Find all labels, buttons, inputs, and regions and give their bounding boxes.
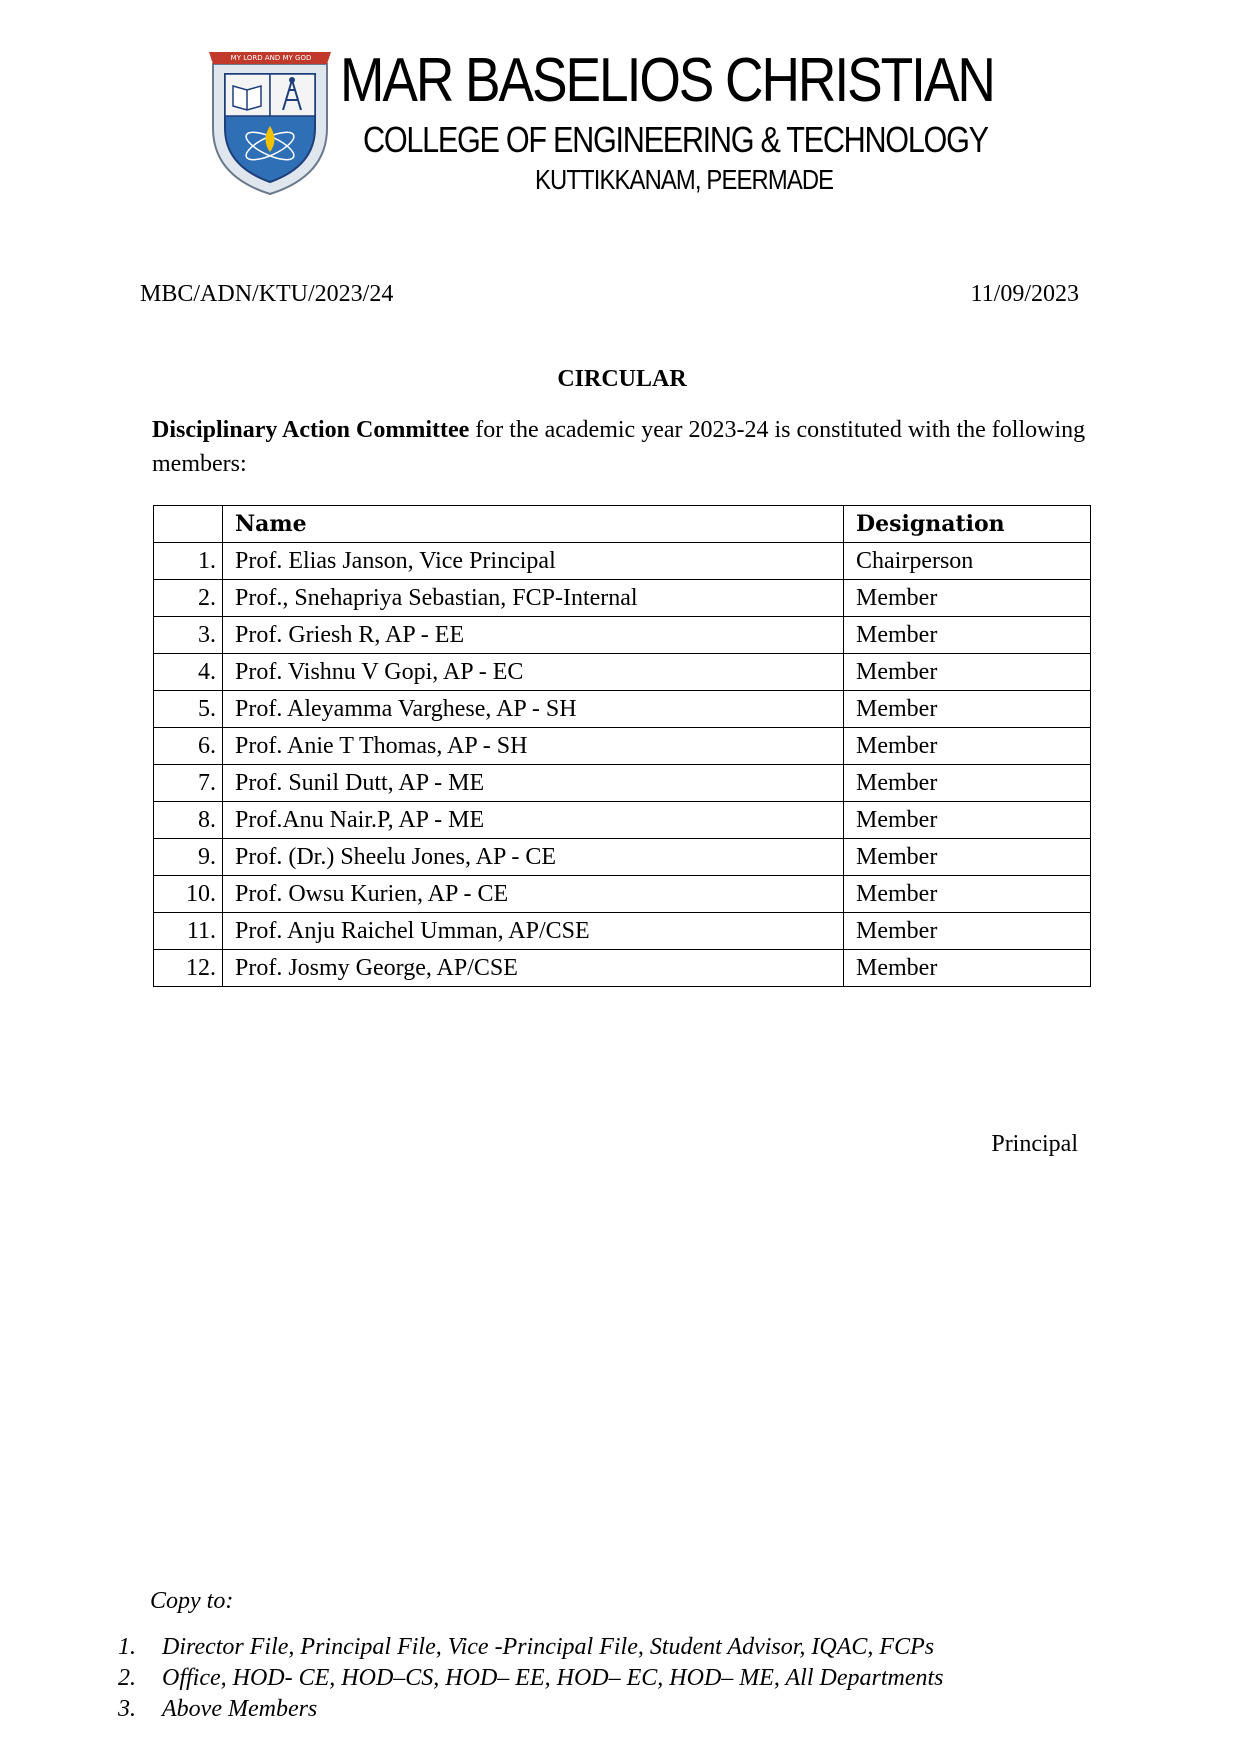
signatory: Principal	[991, 1131, 1078, 1157]
member-name: Prof. Sunil Dutt, AP - ME	[223, 765, 844, 802]
header-name: Name	[223, 506, 844, 543]
table-row	[154, 876, 1091, 913]
member-number: 9.	[154, 839, 223, 876]
intro-paragraph	[152, 413, 1142, 481]
table-header-row	[154, 506, 1091, 543]
table-row	[154, 913, 1091, 950]
member-number: 6.	[154, 728, 223, 765]
member-designation: Member	[844, 950, 1091, 987]
table-row	[154, 802, 1091, 839]
list-item-text: Director File, Principal File, Vice -Principal File, Student Advisor, IQAC, FCPs	[162, 1634, 935, 1660]
member-number: 5.	[154, 691, 223, 728]
institution-subtitle: COLLEGE OF ENGINEERING & TECHNOLOGY	[363, 119, 988, 160]
copy-to-label: Copy to:	[150, 1588, 234, 1614]
member-name: Prof. Josmy George, AP/CSE	[223, 950, 844, 987]
member-designation: Member	[844, 802, 1091, 839]
member-name: Prof. Aleyamma Varghese, AP - SH	[223, 691, 844, 728]
members-table-body	[154, 543, 1091, 987]
intro-text: for the academic year 2023-24 is constituted with the following members:	[152, 417, 1086, 477]
letterhead	[205, 48, 1045, 204]
member-designation: Member	[844, 876, 1091, 913]
member-name: Prof. Elias Janson, Vice Principal	[223, 543, 844, 580]
member-number: 2.	[154, 580, 223, 617]
member-designation: Member	[844, 913, 1091, 950]
member-name: Prof. Anju Raichel Umman, AP/CSE	[223, 913, 844, 950]
list-item-text: Above Members	[162, 1696, 318, 1722]
college-crest-logo	[205, 48, 335, 198]
table-row	[154, 728, 1091, 765]
header-number	[154, 506, 223, 543]
member-name: Prof. Griesh R, AP - EE	[223, 617, 844, 654]
member-number: 4.	[154, 654, 223, 691]
list-item	[118, 1663, 943, 1694]
institution-name: MAR BASELIOS CHRISTIAN	[340, 46, 994, 115]
list-item-number: 2.	[118, 1665, 136, 1691]
member-designation: Chairperson	[844, 543, 1091, 580]
member-number: 7.	[154, 765, 223, 802]
member-designation: Member	[844, 839, 1091, 876]
member-number: 10.	[154, 876, 223, 913]
member-designation: Member	[844, 617, 1091, 654]
member-designation: Member	[844, 580, 1091, 617]
member-name: Prof. (Dr.) Sheelu Jones, AP - CE	[223, 839, 844, 876]
member-designation: Member	[844, 728, 1091, 765]
member-number: 3.	[154, 617, 223, 654]
list-item	[118, 1632, 943, 1663]
copy-to-list	[118, 1632, 943, 1725]
member-number: 12.	[154, 950, 223, 987]
member-designation: Member	[844, 691, 1091, 728]
table-row	[154, 617, 1091, 654]
table-row	[154, 950, 1091, 987]
header-designation: Designation	[844, 506, 1091, 543]
member-name: Prof. Anie T Thomas, AP - SH	[223, 728, 844, 765]
table-row	[154, 580, 1091, 617]
members-table	[153, 505, 1091, 987]
member-designation: Member	[844, 765, 1091, 802]
member-name: Prof.Anu Nair.P, AP - ME	[223, 802, 844, 839]
member-name: Prof., Snehapriya Sebastian, FCP-Internal	[223, 580, 844, 617]
list-item	[118, 1694, 943, 1725]
member-name: Prof. Vishnu V Gopi, AP - EC	[223, 654, 844, 691]
circular-date: 11/09/2023	[970, 281, 1079, 307]
member-designation: Member	[844, 654, 1091, 691]
crest-motto: MY LORD AND MY GOD	[230, 54, 312, 62]
list-item-number: 1.	[118, 1634, 136, 1660]
member-name: Prof. Owsu Kurien, AP - CE	[223, 876, 844, 913]
list-item-text: Office, HOD- CE, HOD–CS, HOD– EE, HOD– EC, HOD– ME, All Departments	[162, 1665, 944, 1691]
table-row	[154, 654, 1091, 691]
reference-number: MBC/ADN/KTU/2023/24	[140, 281, 394, 307]
table-row	[154, 691, 1091, 728]
committee-name: Disciplinary Action Committee	[152, 417, 470, 443]
circular-title: CIRCULAR	[557, 366, 687, 392]
table-row	[154, 543, 1091, 580]
member-number: 8.	[154, 802, 223, 839]
member-number: 1.	[154, 543, 223, 580]
institution-location: KUTTIKKANAM, PEERMADE	[535, 164, 834, 195]
member-number: 11.	[154, 913, 223, 950]
list-item-number: 3.	[118, 1696, 136, 1722]
table-row	[154, 765, 1091, 802]
table-row	[154, 839, 1091, 876]
